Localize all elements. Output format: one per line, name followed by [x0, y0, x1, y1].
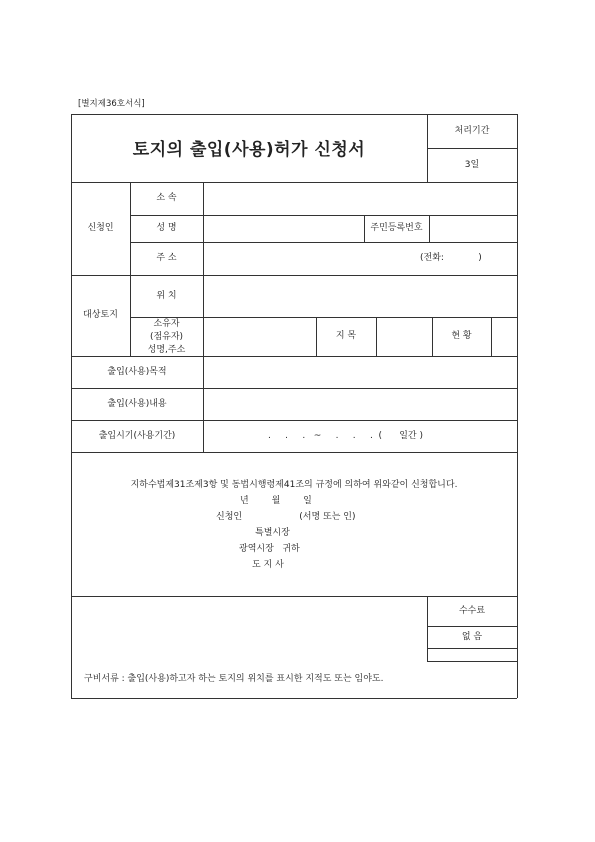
resident-number-field[interactable] — [430, 216, 516, 241]
content-field[interactable] — [204, 389, 516, 419]
owner-label-1: 소유자 — [153, 319, 180, 329]
phone-label: (전화: ) — [420, 253, 482, 263]
divider — [427, 648, 517, 649]
content-label: 출입(사용)내용 — [107, 399, 167, 409]
name-label: 성 명 — [156, 223, 177, 233]
owner-label-2: (점유자) — [149, 332, 184, 342]
processing-period-value: 3일 — [464, 160, 480, 170]
addressee-metro-city: 광역시장 귀하 — [239, 544, 300, 554]
processing-period-label: 처리기간 — [454, 126, 490, 136]
fee-value: 없 음 — [461, 632, 483, 642]
divider — [130, 317, 517, 318]
location-field[interactable] — [204, 276, 516, 316]
owner-field[interactable] — [204, 318, 315, 355]
purpose-label: 출입(사용)목적 — [107, 367, 167, 377]
period-label: 출입시기(사용기간) — [98, 431, 176, 441]
addressee-province: 도 지 사 — [252, 560, 284, 570]
period-value[interactable]: . . . ~ . . . ( 일간 ) — [268, 431, 423, 441]
declaration-date[interactable]: 년 월 일 — [240, 496, 312, 506]
border-bottom — [71, 698, 517, 699]
location-label: 위 치 — [156, 291, 177, 301]
fee-label: 수수료 — [458, 606, 486, 616]
declaration-statement: 지하수법제31조제3항 및 동법시행령제41조의 규정에 의하여 위와같이 신청합니다. — [130, 480, 458, 490]
border-top — [71, 114, 517, 115]
divider — [71, 452, 517, 453]
addressee-special-city: 특별시장 — [255, 528, 290, 538]
applicant-section-label: 신청인 — [87, 223, 114, 233]
divider — [427, 661, 517, 662]
resident-number-label: 주민등록번호 — [370, 223, 423, 233]
land-category-label: 지 목 — [335, 331, 357, 341]
purpose-field[interactable] — [204, 357, 516, 387]
declaration-applicant-signature[interactable]: 신청인 (서명 또는 인) — [216, 512, 356, 522]
form-number: [별지제36호서식] — [78, 99, 145, 109]
status-field[interactable] — [492, 318, 516, 355]
target-land-section-label: 대상토지 — [83, 310, 118, 320]
land-category-field[interactable] — [377, 318, 431, 355]
divider — [71, 420, 517, 421]
page-title: 토지의 출입(사용)허가 신청서 — [132, 140, 366, 160]
divider — [71, 596, 517, 597]
affiliation-label: 소 속 — [156, 193, 177, 203]
required-documents: 구비서류 : 출입(사용)하고자 하는 토지의 위치를 표시한 지적도 또는 임야도. — [84, 674, 384, 684]
address-label: 주 소 — [156, 253, 177, 263]
name-field[interactable] — [204, 216, 363, 241]
status-label: 현 황 — [451, 331, 472, 341]
border-right — [517, 114, 518, 698]
divider — [427, 626, 517, 627]
owner-label-3: 성명,주소 — [147, 345, 186, 355]
divider — [427, 148, 517, 149]
affiliation-field[interactable] — [204, 183, 516, 214]
